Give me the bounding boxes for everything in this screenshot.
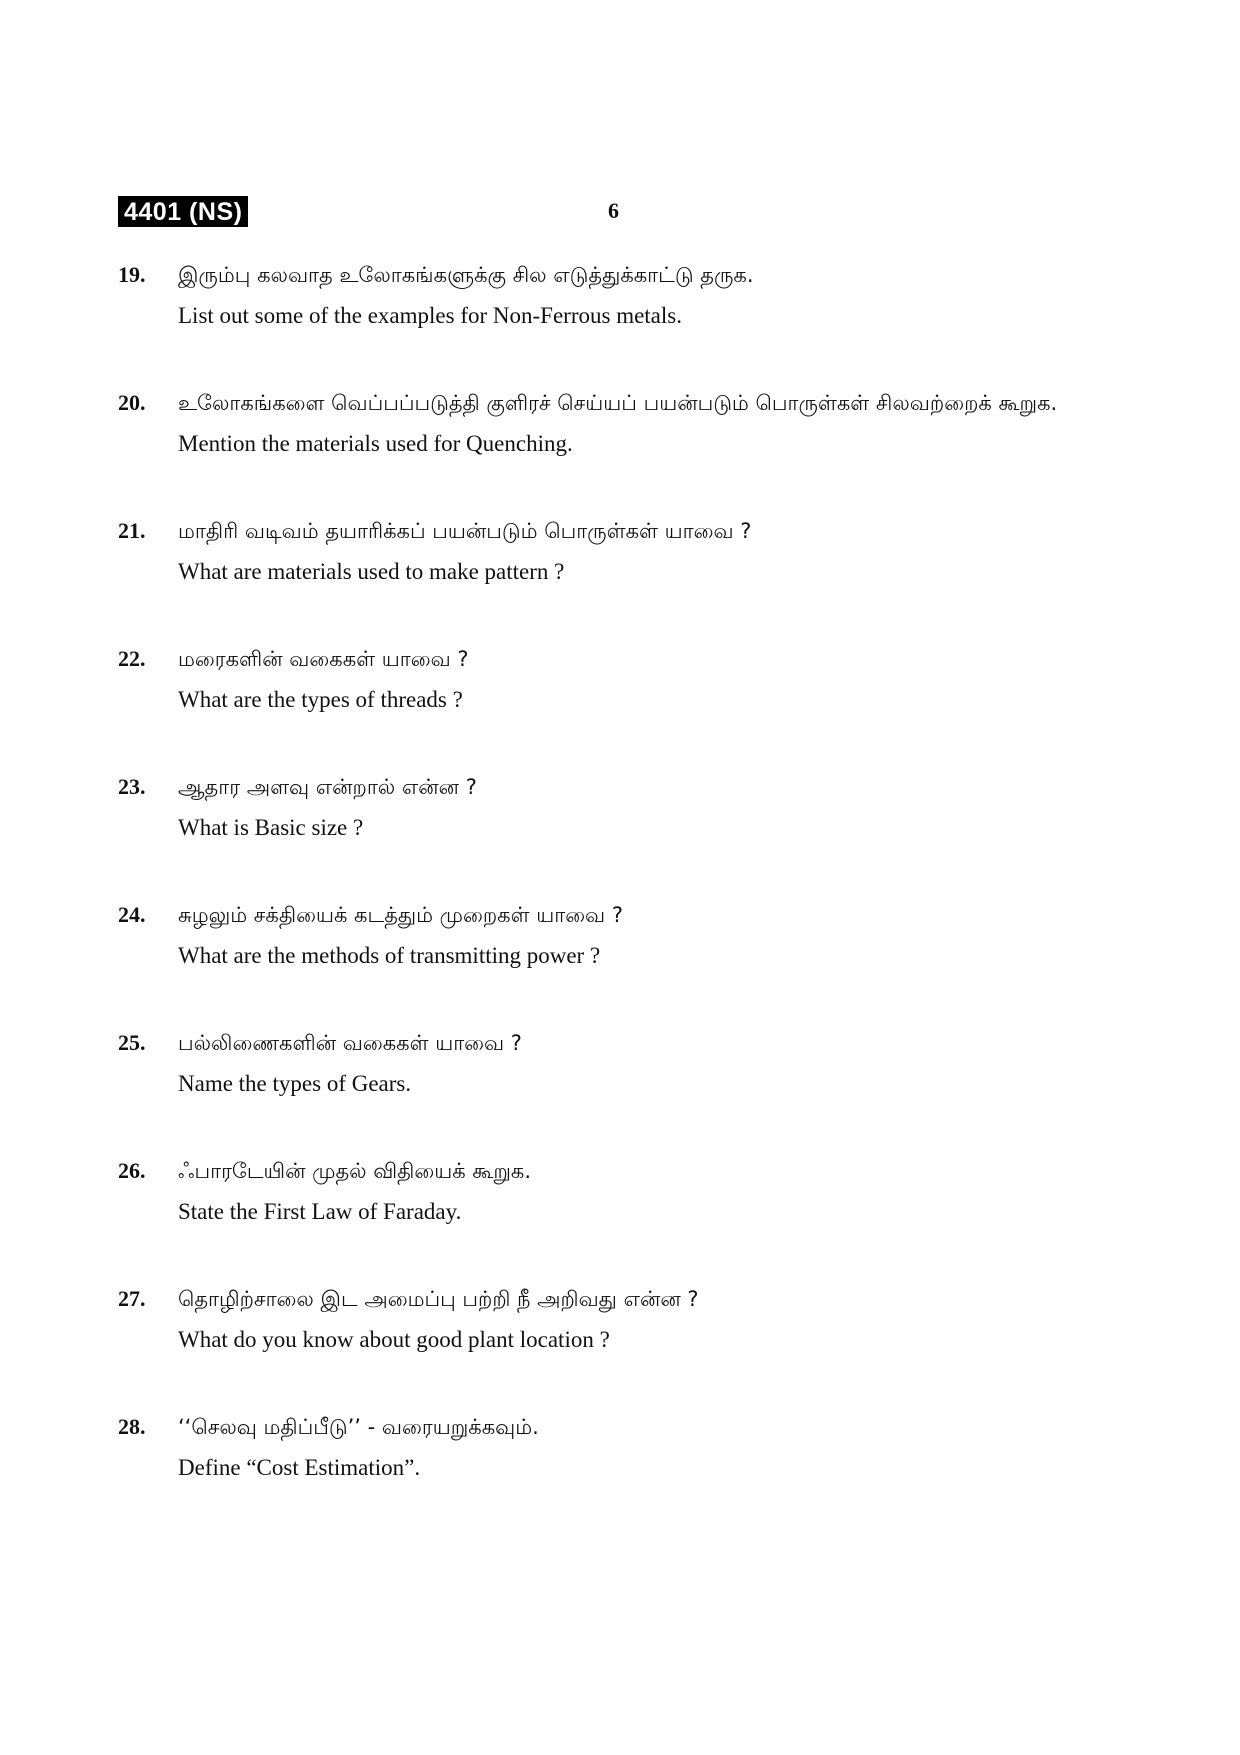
question-number: 21. <box>118 518 146 543</box>
question-text-english: Mention the materials used for Quenching. <box>178 431 573 456</box>
question-text-tamil: ஆதார அளவு என்றால் என்ன ? <box>178 775 477 799</box>
question-text-tamil: மாதிரி வடிவம் தயாரிக்கப் பயன்படும் பொருள்கள் யாவை ? <box>178 519 752 543</box>
question-item <box>118 1282 1118 1357</box>
question-number: 26. <box>118 1158 146 1183</box>
question-text-english: State the First Law of Faraday. <box>178 1199 462 1224</box>
question-text-english: What are materials used to make pattern ? <box>178 559 565 584</box>
question-text-english: What are the types of threads ? <box>178 687 463 712</box>
question-text-english: Name the types of Gears. <box>178 1071 412 1096</box>
question-number: 27. <box>118 1286 146 1311</box>
paper-code-badge: 4401 (NS) <box>118 196 248 227</box>
question-item <box>118 514 1118 589</box>
question-list <box>118 258 1118 1538</box>
question-item <box>118 770 1118 845</box>
question-item <box>118 386 1118 461</box>
question-text-english: List out some of the examples for Non-Ferrous metals. <box>178 303 682 328</box>
question-text-english: What are the methods of transmitting power ? <box>178 943 601 968</box>
question-text-english: What do you know about good plant location ? <box>178 1327 610 1352</box>
question-item <box>118 1026 1118 1101</box>
question-item <box>118 898 1118 973</box>
question-text-tamil: மரைகளின் வகைகள் யாவை ? <box>178 647 469 671</box>
question-text-tamil: சுழலும் சக்தியைக் கடத்தும் முறைகள் யாவை ? <box>178 903 623 927</box>
question-text-tamil: இரும்பு கலவாத உலோகங்களுக்கு சில எடுத்துக்காட்டு தருக. <box>178 263 754 287</box>
question-text-tamil: ஃபாரடேயின் முதல் விதியைக் கூறுக. <box>178 1159 532 1183</box>
question-number: 22. <box>118 646 146 671</box>
question-number: 20. <box>118 390 146 415</box>
question-item <box>118 1410 1118 1485</box>
page-number: 6 <box>608 198 619 223</box>
question-text-tamil: பல்லிணைகளின் வகைகள் யாவை ? <box>178 1031 522 1055</box>
question-text-english: Define “Cost Estimation”. <box>178 1455 421 1480</box>
question-number: 28. <box>118 1414 146 1439</box>
question-text-tamil: ‘‘செலவு மதிப்பீடு’’ - வரையறுக்கவும். <box>178 1415 539 1439</box>
question-number: 25. <box>118 1030 146 1055</box>
question-text-tamil: உலோகங்களை வெப்பப்படுத்தி குளிரச் செய்யப் பயன்படும் பொருள்கள் சிலவற்றைக் கூறுக. <box>178 391 1058 415</box>
question-text-english: What is Basic size ? <box>178 815 364 840</box>
question-item <box>118 642 1118 717</box>
question-text-tamil: தொழிற்சாலை இட அமைப்பு பற்றி நீ அறிவது என்ன ? <box>178 1287 699 1311</box>
question-number: 24. <box>118 902 146 927</box>
question-number: 23. <box>118 774 146 799</box>
question-number: 19. <box>118 262 146 287</box>
question-item <box>118 258 1118 333</box>
question-item <box>118 1154 1118 1229</box>
